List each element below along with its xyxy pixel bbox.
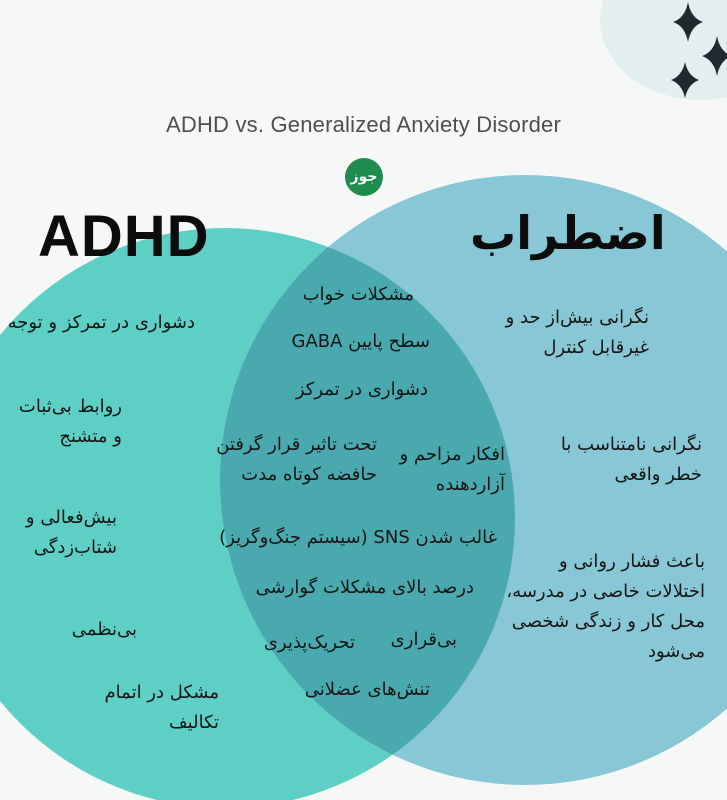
anxiety-item: باعث فشار روانی و اختلالات خاصی در مدرسه، محل کار و زندگی شخصی می‌شود — [506, 551, 705, 662]
shared-item: بی‌قراری — [390, 629, 457, 650]
adhd-item: روابط بی‌ثبات و متشنج — [18, 396, 122, 447]
adhd-item: دشواری در تمرکز و توجه — [7, 312, 195, 333]
shared-item: تنش‌های عضلانی — [304, 679, 430, 700]
heading-anxiety: اضطراب — [470, 206, 666, 260]
anxiety-item: نگرانی بیش‌از حد و غیرقابل کنترل — [505, 307, 649, 358]
page-title: ADHD vs. Generalized Anxiety Disorder — [166, 112, 561, 137]
shared-item: درصد بالای مشکلات گوارشی — [255, 577, 474, 598]
adhd-item: بیش‌فعالی و شتاب‌زدگی — [25, 507, 117, 558]
shared-item: تحت تاثیر قرار گرفتن حافضه کوتاه مدت — [216, 434, 377, 485]
shared-item: مشکلات خواب — [302, 284, 414, 305]
logo-text: جوز — [350, 169, 378, 185]
shared-item: دشواری در تمرکز — [295, 379, 428, 400]
heading-adhd: ADHD — [38, 204, 210, 269]
anxiety-item: نگرانی نامتناسب با خطر واقعی — [560, 434, 702, 485]
shared-item: افکار مزاحم و آزاردهنده — [399, 444, 505, 495]
shared-item: تحریک‌پذیری — [263, 632, 355, 653]
adhd-item: مشکل در اتمام تکالیف — [104, 682, 219, 733]
adhd-item: بی‌نظمی — [71, 619, 137, 640]
shared-item: غالب شدن SNS (سیستم جنگ‌وگریز) — [219, 527, 497, 548]
shared-item: سطح پایین GABA — [291, 331, 430, 352]
